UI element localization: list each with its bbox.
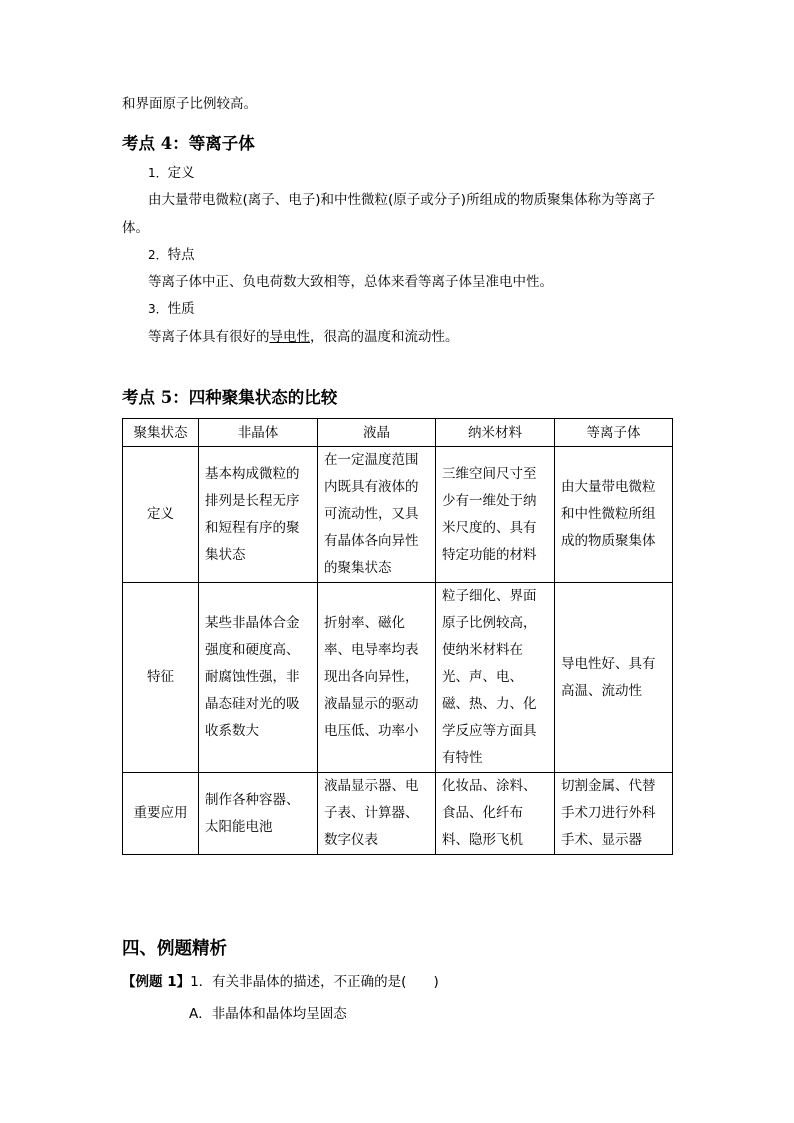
properties-text-post: ，很高的温度和流动性。 [310, 329, 459, 345]
example-question: 1．有关非晶体的描述，不正确的是( ) [190, 974, 439, 990]
row-label: 重要应用 [123, 773, 199, 855]
definition-text-line2: 体。 [122, 220, 149, 236]
header-cell: 纳米材料 [436, 419, 555, 447]
subsection-number: 2． [148, 248, 168, 262]
table-cell: 某些非晶体合金强度和硬度高、耐腐蚀性强，非晶态硅对光的吸收系数大 [199, 583, 318, 773]
examples-section-title: 四、例题精析 [122, 939, 227, 959]
row-label: 定义 [123, 447, 199, 583]
table-row [123, 583, 673, 773]
table-row [123, 773, 673, 855]
example-1-line [122, 973, 439, 991]
subsection-label: 定义 [167, 165, 195, 181]
table-cell: 在一定温度范围内既具有液体的可流动性，又具有晶体各向异性的聚集状态 [318, 447, 436, 583]
subsection-features [148, 246, 195, 264]
subsection-properties [148, 300, 195, 318]
subsection-number: 1． [148, 166, 168, 180]
header-cell: 等离子体 [555, 419, 673, 447]
table-cell: 制作各种容器、太阳能电池 [199, 773, 318, 855]
subsection-label: 性质 [167, 301, 195, 317]
subsection-definition [148, 164, 195, 182]
subsection-label: 特点 [167, 247, 195, 263]
section-4-title: 考点 4：等离子体 [122, 134, 255, 153]
header-cell: 非晶体 [199, 419, 318, 447]
comparison-table [122, 418, 673, 855]
features-text: 等离子体中正、负电荷数大致相等，总体来看等离子体呈准电中性。 [148, 274, 553, 290]
header-cell: 聚集状态 [123, 419, 199, 447]
section-5-title: 考点 5：四种聚集状态的比较 [122, 388, 338, 407]
continuation-text: 和界面原子比例较高。 [122, 96, 257, 112]
table-cell: 折射率、磁化率、电导率均表现出各向异性，液晶显示的驱动电压低、功率小 [318, 583, 436, 773]
table-cell: 切割金属、代替手术刀进行外科手术、显示器 [555, 773, 673, 855]
conductivity-term: 导电性 [269, 329, 310, 345]
table-cell: 液晶显示器、电子表、计算器、数字仪表 [318, 773, 436, 855]
table-cell: 化妆品、涂料、食品、化纤布料、隐形飞机 [436, 773, 555, 855]
table-header-row [123, 419, 673, 447]
definition-text-line1: 由大量带电微粒(离子、电子)和中性微粒(原子或分子)所组成的物质聚集体称为等离子 [148, 192, 656, 208]
subsection-number: 3． [148, 302, 168, 316]
table-cell: 导电性好、具有高温、流动性 [555, 583, 673, 773]
table-row [123, 447, 673, 583]
table-cell: 粒子细化、界面原子比例较高，使纳米材料在光、声、电、磁、热、力、化学反应等方面具有特性 [436, 583, 555, 773]
table-cell: 由大量带电微粒和中性微粒所组成的物质聚集体 [555, 447, 673, 583]
properties-text-pre: 等离子体具有很好的 [148, 329, 270, 345]
table-cell: 基本构成微粒的排列是长程无序和短程有序的聚集状态 [199, 447, 318, 583]
row-label: 特征 [123, 583, 199, 773]
option-a: A．非晶体和晶体均呈固态 [189, 1006, 347, 1022]
example-tag: 【例题 1】 [122, 974, 191, 990]
header-cell: 液晶 [318, 419, 436, 447]
table-cell: 三维空间尺寸至少有一维处于纳米尺度的、具有特定功能的材料 [436, 447, 555, 583]
properties-text [148, 328, 459, 346]
